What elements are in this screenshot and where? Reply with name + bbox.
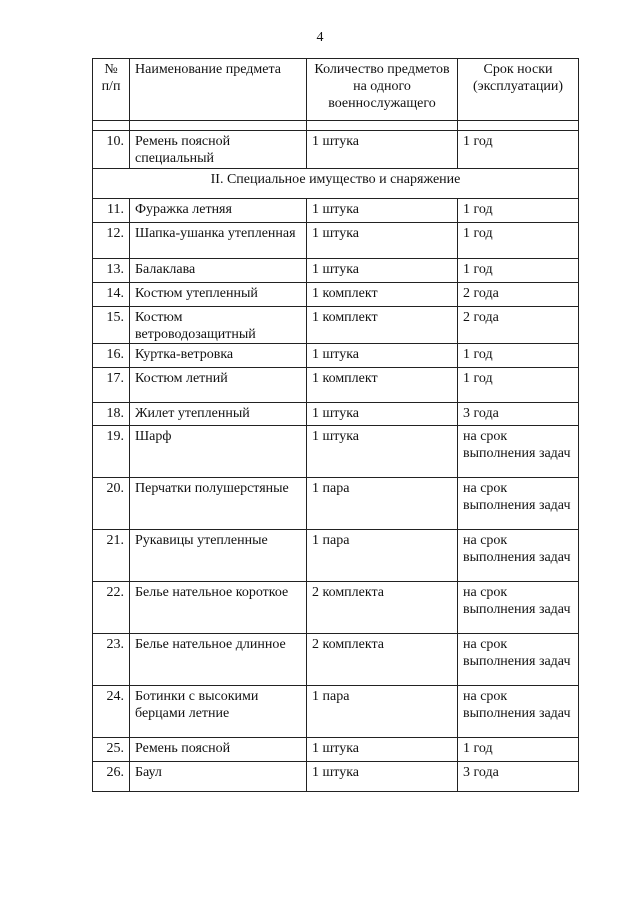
- table-row: [93, 530, 579, 582]
- row-name: Фуражка летняя: [130, 199, 307, 223]
- row-qty: 1 пара: [307, 478, 458, 530]
- row-qty: 1 комплект: [307, 307, 458, 344]
- table-row: [93, 762, 579, 792]
- section-title: II. Специальное имущество и снаряжение: [93, 169, 579, 199]
- table-row: [93, 344, 579, 368]
- row-term: на срок выполнения задач: [458, 530, 579, 582]
- row-qty: 1 штука: [307, 738, 458, 762]
- row-name: Балаклава: [130, 259, 307, 283]
- table-row: [93, 634, 579, 686]
- row-term: 1 год: [458, 738, 579, 762]
- row-name: Шапка-ушанка утепленная: [130, 223, 307, 259]
- row-name: Ремень поясной: [130, 738, 307, 762]
- row-qty: 1 штука: [307, 131, 458, 169]
- table-row: [93, 738, 579, 762]
- row-term: на срок выполнения задач: [458, 426, 579, 478]
- table-row: [93, 403, 579, 426]
- row-term: 1 год: [458, 223, 579, 259]
- table-row: [93, 199, 579, 223]
- row-num: 13.: [93, 259, 130, 283]
- table-row: [93, 582, 579, 634]
- row-qty: 1 штука: [307, 259, 458, 283]
- row-name: Костюм летний: [130, 368, 307, 403]
- table-row: [93, 283, 579, 307]
- items-table: [92, 58, 579, 792]
- row-name: Баул: [130, 762, 307, 792]
- row-qty: 1 штука: [307, 403, 458, 426]
- table-row: [93, 223, 579, 259]
- row-qty: 2 комплекта: [307, 634, 458, 686]
- row-num: 18.: [93, 403, 130, 426]
- table-row: [93, 686, 579, 738]
- row-qty: 1 штука: [307, 426, 458, 478]
- row-name: Перчатки полушерстяные: [130, 478, 307, 530]
- row-name: Ремень поясной специальный: [130, 131, 307, 169]
- row-num: 22.: [93, 582, 130, 634]
- row-term: на срок выполнения задач: [458, 582, 579, 634]
- table-row: [93, 478, 579, 530]
- row-num: 12.: [93, 223, 130, 259]
- row-term: на срок выполнения задач: [458, 686, 579, 738]
- section-row: [93, 169, 579, 199]
- page-number: 4: [316, 30, 324, 45]
- row-qty: 1 комплект: [307, 368, 458, 403]
- row-num: 24.: [93, 686, 130, 738]
- header-term: Срок носки (эксплуатации): [458, 59, 579, 121]
- header-gap: [93, 121, 579, 131]
- row-term: на срок выполнения задач: [458, 634, 579, 686]
- row-term: 1 год: [458, 368, 579, 403]
- row-num: 21.: [93, 530, 130, 582]
- row-num: 20.: [93, 478, 130, 530]
- table-row: [93, 259, 579, 283]
- row-qty: 2 комплекта: [307, 582, 458, 634]
- row-num: 16.: [93, 344, 130, 368]
- row-qty: 1 пара: [307, 530, 458, 582]
- table-row: [93, 426, 579, 478]
- table-row: [93, 368, 579, 403]
- row-name: Костюм утепленный: [130, 283, 307, 307]
- row-num: 26.: [93, 762, 130, 792]
- row-num: 14.: [93, 283, 130, 307]
- row-name: Рукавицы утепленные: [130, 530, 307, 582]
- header-name: Наименование предмета: [130, 59, 307, 121]
- header-num: № п/п: [93, 59, 130, 121]
- table-row: [93, 307, 579, 344]
- row-term: 1 год: [458, 199, 579, 223]
- row-qty: 1 пара: [307, 686, 458, 738]
- rows-before-section: [93, 131, 579, 169]
- row-num: 17.: [93, 368, 130, 403]
- row-num: 15.: [93, 307, 130, 344]
- table-header-row: [93, 59, 579, 121]
- row-term: 3 года: [458, 403, 579, 426]
- row-term: 3 года: [458, 762, 579, 792]
- row-num: 10.: [93, 131, 130, 169]
- table-row: [93, 131, 579, 169]
- row-num: 19.: [93, 426, 130, 478]
- row-term: 2 года: [458, 307, 579, 344]
- row-qty: 1 штука: [307, 223, 458, 259]
- row-num: 25.: [93, 738, 130, 762]
- row-qty: 1 штука: [307, 199, 458, 223]
- row-term: на срок выполнения задач: [458, 478, 579, 530]
- row-name: Белье нательное короткое: [130, 582, 307, 634]
- row-name: Костюм ветроводозащитный: [130, 307, 307, 344]
- row-num: 23.: [93, 634, 130, 686]
- row-term: 1 год: [458, 344, 579, 368]
- row-name: Ботинки с высокими берцами летние: [130, 686, 307, 738]
- row-qty: 1 штука: [307, 344, 458, 368]
- row-num: 11.: [93, 199, 130, 223]
- row-term: 2 года: [458, 283, 579, 307]
- row-term: 1 год: [458, 131, 579, 169]
- row-term: 1 год: [458, 259, 579, 283]
- row-name: Жилет утепленный: [130, 403, 307, 426]
- row-qty: 1 штука: [307, 762, 458, 792]
- row-qty: 1 комплект: [307, 283, 458, 307]
- header-qty: Количество предметов на одного военнослужащего: [307, 59, 458, 121]
- row-name: Куртка-ветровка: [130, 344, 307, 368]
- rows-section-2: [93, 199, 579, 792]
- row-name: Шарф: [130, 426, 307, 478]
- row-name: Белье нательное длинное: [130, 634, 307, 686]
